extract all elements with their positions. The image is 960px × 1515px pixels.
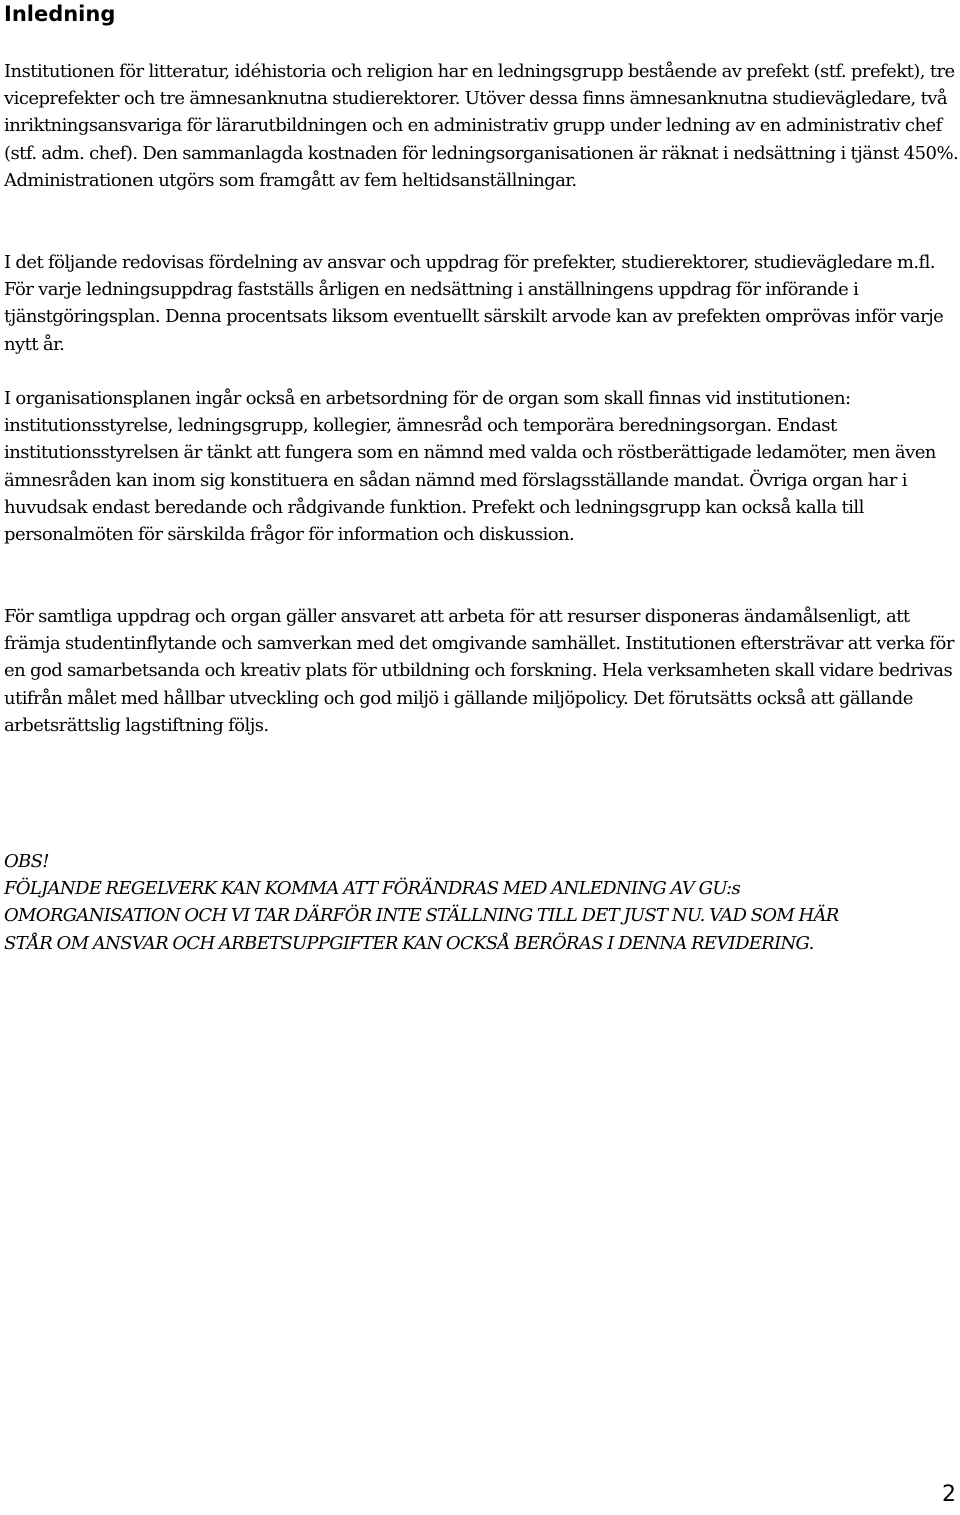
page-number: 2: [942, 1482, 956, 1507]
paragraph-responsibilities: I det följande redovisas fördelning av ansvar och uppdrag för prefekter, studierektorer, studievägledare m.fl. För varje ledningsuppdrag fastställs årligen en nedsättning i anställningens uppdrag för införande i tjänstgöringsplan. Denna procentsats liksom eventuellt särskilt arvode kan av prefekten omprövas inför varje nytt år.: [4, 252, 944, 355]
notice-line: OMORGANISATION OCH VI TAR DÄRFÖR INTE STÄLLNING TILL DET JUST NU. VAD SOM HÄR: [4, 905, 839, 927]
notice-line: STÅR OM ANSVAR OCH ARBETSUPPGIFTER KAN OCKSÅ BERÖRAS I DENNA REVIDERING.: [4, 932, 814, 954]
paragraph-intro: Institutionen för litteratur, idéhistoria och religion har en ledningsgrupp bestående av prefekt (stf. prefekt), tre viceprefekter och tre ämnesanknutna studierektorer. Utöver dessa finns ämnesanknutna studievägledare, två inriktningsansvariga för lärarutbildningen och en administrativ grupp under ledning av en administrativ chef (stf. adm. chef). Den sammanlagda kostnaden för ledningsorganisationen är räknat i nedsättning i tjänst 450%. Administrationen utgörs som framgått av fem heltidsanställningar.: [4, 61, 959, 191]
notice-block: [4, 848, 959, 957]
notice-label: OBS!: [4, 851, 49, 872]
paragraph-shared-responsibility: För samtliga uppdrag och organ gäller ansvaret att arbeta för att resurser disponeras ändamålsenligt, att främja studentinflytande och samverkan med det omgivande samhället. Institutionen eftersträvar att verka för en god samarbetsanda och kreativ plats för utbildning och forskning. Hela verksamheten skall vidare bedrivas utifrån målet med hållbar utveckling och god miljö i gällande miljöpolicy. Det förutsätts också att gällande arbetsrättslig lagstiftning följs.: [4, 606, 954, 736]
page-heading: Inledning: [4, 2, 116, 26]
notice-line: FÖLJANDE REGELVERK KAN KOMMA ATT FÖRÄNDRAS MED ANLEDNING AV GU:s: [4, 878, 741, 900]
paragraph-organisation-plan: I organisationsplanen ingår också en arbetsordning för de organ som skall finnas vid institutionen: institutionsstyrelse, ledningsgrupp, kollegier, ämnesråd och temporära beredningsorgan. Endast institutionsstyrelsen är tänkt att fungera som en nämnd med valda och röstberättigade ledamöter, men även ämnesråden kan inom sig konstituera en sådan nämnd med förslagsställande mandat. Övriga organ har i huvudsak endast beredande och rådgivande funktion. Prefekt och ledningsgrupp kan också kalla till personalmöten för särskilda frågor för information och diskussion.: [4, 388, 936, 546]
